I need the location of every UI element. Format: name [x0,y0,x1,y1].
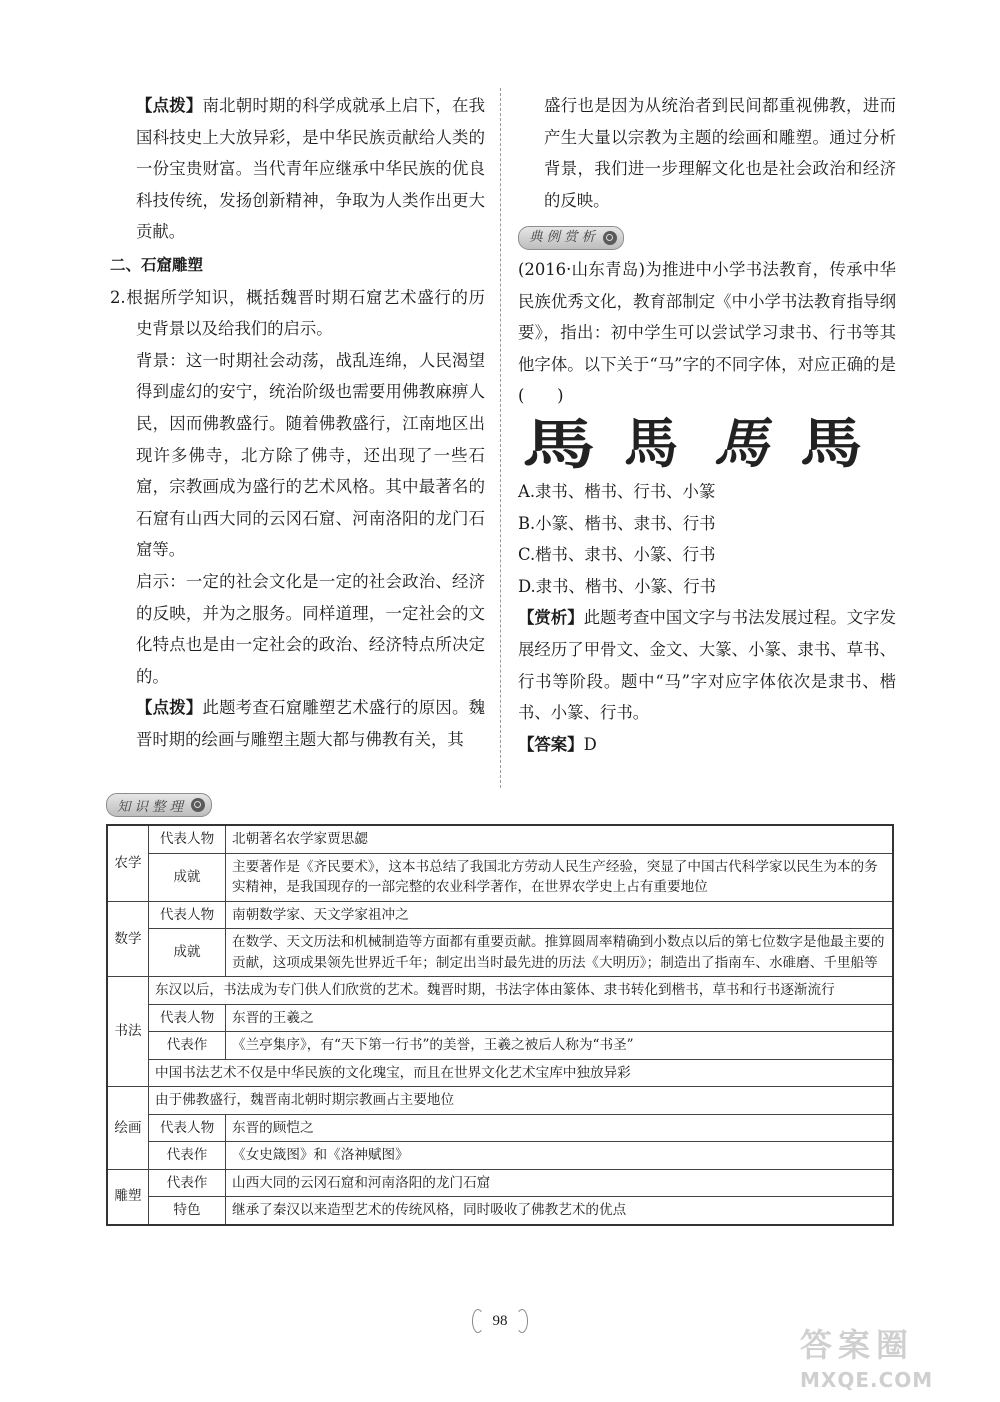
table-row [107,825,893,853]
tip-tag: 【点拨】 [136,698,203,718]
row-label: 代表人物 [149,1114,226,1142]
answer-line [518,729,896,761]
magnifier-icon [603,231,617,245]
table-row [107,929,893,977]
row-value: 东晋的顾恺之 [226,1114,894,1142]
example-question: (2016·山东青岛)为推进中小学书法教育，传承中华民族优秀文化，教育部制定《中小学书法教育指导纲要》，指出：初中学生可以尝试学习隶书、行书等其他字体。以下关于“马”字的不同字体，对应正确的是( ) [518,259,896,406]
row-value: 北朝著名农学家贾思勰 [226,825,894,853]
calligraphy-char-running: 馬 [799,411,863,475]
analysis-tag: 【赏析】 [518,608,584,628]
category-agriculture: 农学 [107,825,149,901]
category-painting: 绘画 [107,1087,149,1170]
example-badge-row [518,220,896,252]
option-b: B.小篆、楷书、隶书、行书 [518,513,716,533]
table-row [107,1059,893,1087]
section-title: 二、石窟雕塑 [110,255,204,274]
knowledge-badge-row [106,793,212,817]
category-calligraphy: 书法 [107,977,149,1087]
analysis-paragraph [518,602,896,728]
option-d: D.隶书、楷书、小篆、行书 [518,576,717,596]
row-label: 特色 [149,1197,226,1225]
analysis-text: 此题考查中国文字与书法发展过程。文字发展经历了甲骨文、金文、大篆、小篆、隶书、草书、行书等阶段。题中“马”字对应字体依次是隶书、楷书、小篆、行书。 [518,608,897,723]
row-label: 代表作 [149,1142,226,1170]
continued-paragraph: 盛行也是因为从统治者到民间都重视佛教，进而产生大量以宗教为主题的绘画和雕塑。通过分析背景，我们进一步理解文化也是社会政治和经济的反映。 [544,96,896,210]
inspiration-paragraph: 启示：一定的社会文化是一定的社会政治、经济的反映，并为之服务。同样道理，一定社会的文化特点也是由一定社会的政治、经济特点所决定的。 [136,571,485,686]
row-label: 代表作 [149,1169,226,1197]
table-row [107,1004,893,1032]
calligraphy-char-seal: 馬 [714,413,768,474]
calligraphy-char-clerical: 馬 [522,411,598,476]
row-value: 山西大同的云冈石窟和河南洛阳的龙门石窟 [226,1169,894,1197]
option-c: C.楷书、隶书、小篆、行书 [518,545,716,565]
row-label: 成就 [149,853,226,901]
knowledge-badge [106,793,212,817]
right-column [518,90,896,760]
row-label: 代表作 [149,1032,226,1060]
question-2: 2.根据所学知识，概括魏晋时期石窟艺术盛行的历史背景以及给我们的启示。 [110,287,485,339]
watermark-logo [800,1320,970,1390]
example-badge-label: 典例赏析 [529,229,599,246]
tip-tag: 【点拨】 [136,96,203,115]
table-row [107,901,893,929]
column-divider [500,88,501,788]
row-value: 中国书法艺术不仅是中华民族的文化瑰宝，而且在世界文化艺术宝库中独放异彩 [149,1059,894,1087]
row-value: 由于佛教盛行，魏晋南北朝时期宗教画占主要地位 [149,1087,894,1115]
row-value: 东汉以后，书法成为专门供人们欣赏的艺术。魏晋时期，书法字体由篆体、隶书转化到楷书，草书和行书逐渐流行 [149,977,894,1005]
watermark-text: 答案圈 [800,1326,915,1364]
knowledge-table [106,824,894,1226]
row-value: 《女史箴图》和《洛神赋图》 [226,1142,894,1170]
example-badge [518,226,624,250]
table-row [107,1197,893,1225]
answer-tag: 【答案】 [518,734,584,754]
magnifier-icon [191,798,205,812]
calligraphy-char-regular: 馬 [624,411,678,475]
row-value: 在数学、天文历法和机械制造等方面都有重要贡献。推算圆周率精确到小数点以后的第七位数字是他最主要的贡献，这项成果领先世界近千年；制定出当时最先进的历法《大明历》；制造出了指南车、水碓磨、千里船等 [226,929,894,977]
table-row [107,1169,893,1197]
table-row [107,977,893,1005]
table-row [107,853,893,901]
tip-paragraph-1 [110,90,485,248]
watermark-url: MXQE.COM [800,1368,934,1392]
table-row [107,1032,893,1060]
row-label: 成就 [149,929,226,977]
option-a: A.隶书、楷书、行书、小篆 [518,481,716,501]
calligraphy-row [518,412,896,476]
row-value: 《兰亭集序》，有“天下第一行书”的美誉，王羲之被后人称为“书圣” [226,1032,894,1060]
table-row [107,1114,893,1142]
row-label: 代表人物 [149,825,226,853]
answer-value: D [583,734,597,754]
row-value: 主要著作是《齐民要术》，这本书总结了我国北方劳动人民生产经验，突显了中国古代科学家以民生为本的务实精神，是我国现存的一部完整的农业科学著作，在世界农学史上占有重要地位 [226,853,894,901]
row-value: 南朝数学家、天文学家祖冲之 [226,901,894,929]
row-value: 东晋的王羲之 [226,1004,894,1032]
row-label: 代表人物 [149,1004,226,1032]
row-value: 继承了秦汉以来造型艺术的传统风格，同时吸收了佛教艺术的优点 [226,1197,894,1225]
category-sculpture: 雕塑 [107,1169,149,1225]
knowledge-badge-label: 知识整理 [117,799,187,815]
tip-text: 此题考查石窟雕塑艺术盛行的原因。魏晋时期的绘画与雕塑主题大都与佛教有关，其 [136,698,486,749]
row-label: 代表人物 [149,901,226,929]
tip-text: 南北朝时期的科学成就承上启下，在我国科技史上大放异彩，是中华民族贡献给人类的一份宝贵财富。当代青年应继承中华民族的优良科技传统，发扬创新精神，争取为人类作出更大贡献。 [136,96,486,242]
left-column [110,90,485,755]
table-row [107,1142,893,1170]
page-number: 98 [472,1306,528,1336]
background-paragraph: 背景：这一时期社会动荡，战乱连绵，人民渴望得到虚幻的安宁，统治阶级也需要用佛教麻痹人民，因而佛教盛行。随着佛教盛行，江南地区出现许多佛寺，北方除了佛寺，还出现了一些石窟，宗教画成为盛行的艺术风格。其中最著名的石窟有山西大同的云冈石窟、河南洛阳的龙门石窟等。 [136,350,485,560]
table-row [107,1087,893,1115]
category-mathematics: 数学 [107,901,149,977]
tip-paragraph-2 [110,692,485,755]
